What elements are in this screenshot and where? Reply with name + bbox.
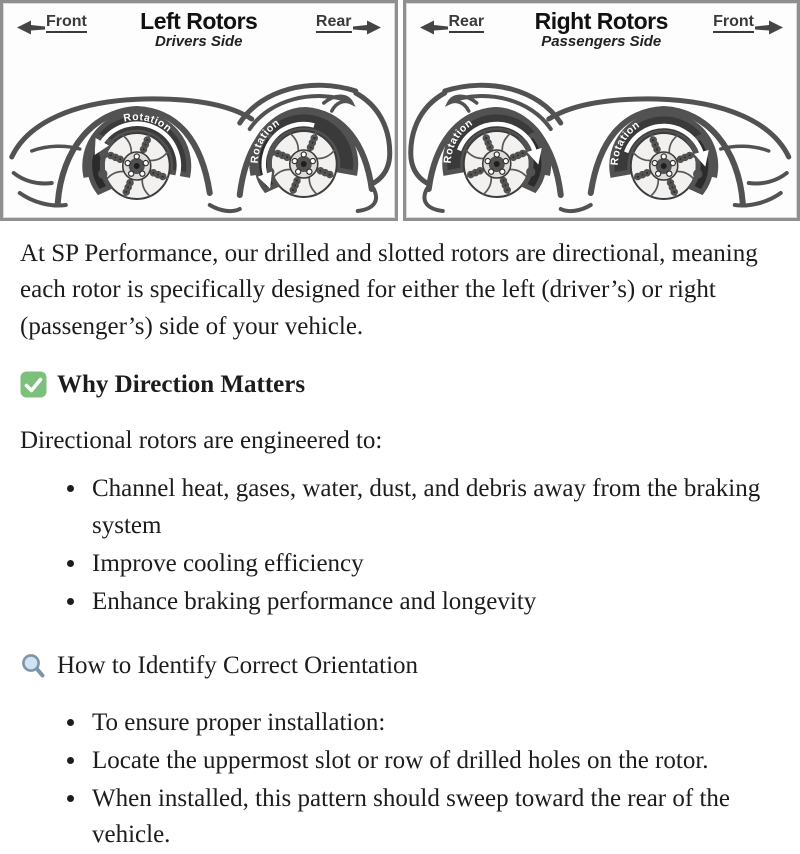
list-item: • Improve cooling efficiency xyxy=(88,546,778,582)
panel-header xyxy=(3,3,395,53)
panel-left-rotors xyxy=(0,0,398,221)
rotation-label: Rotation xyxy=(608,119,642,166)
direction-label-text: Front xyxy=(46,14,87,33)
panel-title: Left Rotors xyxy=(3,3,395,33)
direction-label-front xyxy=(17,14,87,33)
rotor-diagram-panels xyxy=(0,0,800,221)
installation-list xyxy=(20,705,778,854)
article-body xyxy=(0,236,800,854)
panel-title: Right Rotors xyxy=(406,3,798,33)
list-item: • Channel heat, gases, water, dust, and debris away from the braking system xyxy=(88,471,778,544)
direction-label-front xyxy=(713,14,783,33)
direction-label-rear xyxy=(316,14,381,33)
list-item: • When installed, this pattern should sweep toward the rear of the vehicle. xyxy=(88,781,778,854)
intro-paragraph: At SP Performance, our drilled and slotted rotors are directional, meaning each rotor is specifically designed for either the left (driver’s) or right (passenger’s) side of your vehicle. xyxy=(20,236,778,345)
section-heading-identify-orientation xyxy=(20,648,778,684)
panel-right-rotors xyxy=(403,0,800,221)
panel-header xyxy=(406,3,798,53)
rotation-label: Rotation xyxy=(249,117,283,164)
car-diagram-left xyxy=(3,53,395,218)
list-item: • Enhance braking performance and longevity xyxy=(88,584,778,620)
arrow-right-icon xyxy=(353,19,381,36)
list-item: • Locate the uppermost slot or row of drilled holes on the rotor. xyxy=(88,743,778,779)
section-heading-why-direction-matters xyxy=(20,367,778,403)
panel-subtitle: Drivers Side xyxy=(3,33,395,50)
rotation-label: Rotation xyxy=(441,117,475,164)
magnifier-icon xyxy=(20,653,47,680)
check-icon xyxy=(20,371,47,398)
rotation-label: Rotation xyxy=(122,111,174,135)
list-item: • To ensure proper installation: xyxy=(88,705,778,741)
arrow-right-icon xyxy=(755,19,783,36)
lead-paragraph: Directional rotors are engineered to: xyxy=(20,423,778,459)
direction-label-rear xyxy=(420,14,485,33)
arrow-left-icon xyxy=(420,19,448,36)
benefits-list xyxy=(20,471,778,620)
direction-label-text: Rear xyxy=(316,14,352,33)
section-heading-text: Why Direction Matters xyxy=(57,367,305,403)
arrow-left-icon xyxy=(17,19,45,36)
direction-label-text: Rear xyxy=(449,14,485,33)
car-diagram-right xyxy=(406,53,798,218)
panel-subtitle: Passengers Side xyxy=(406,33,798,50)
section-heading-text: How to Identify Correct Orientation xyxy=(57,648,418,684)
direction-label-text: Front xyxy=(713,14,754,33)
